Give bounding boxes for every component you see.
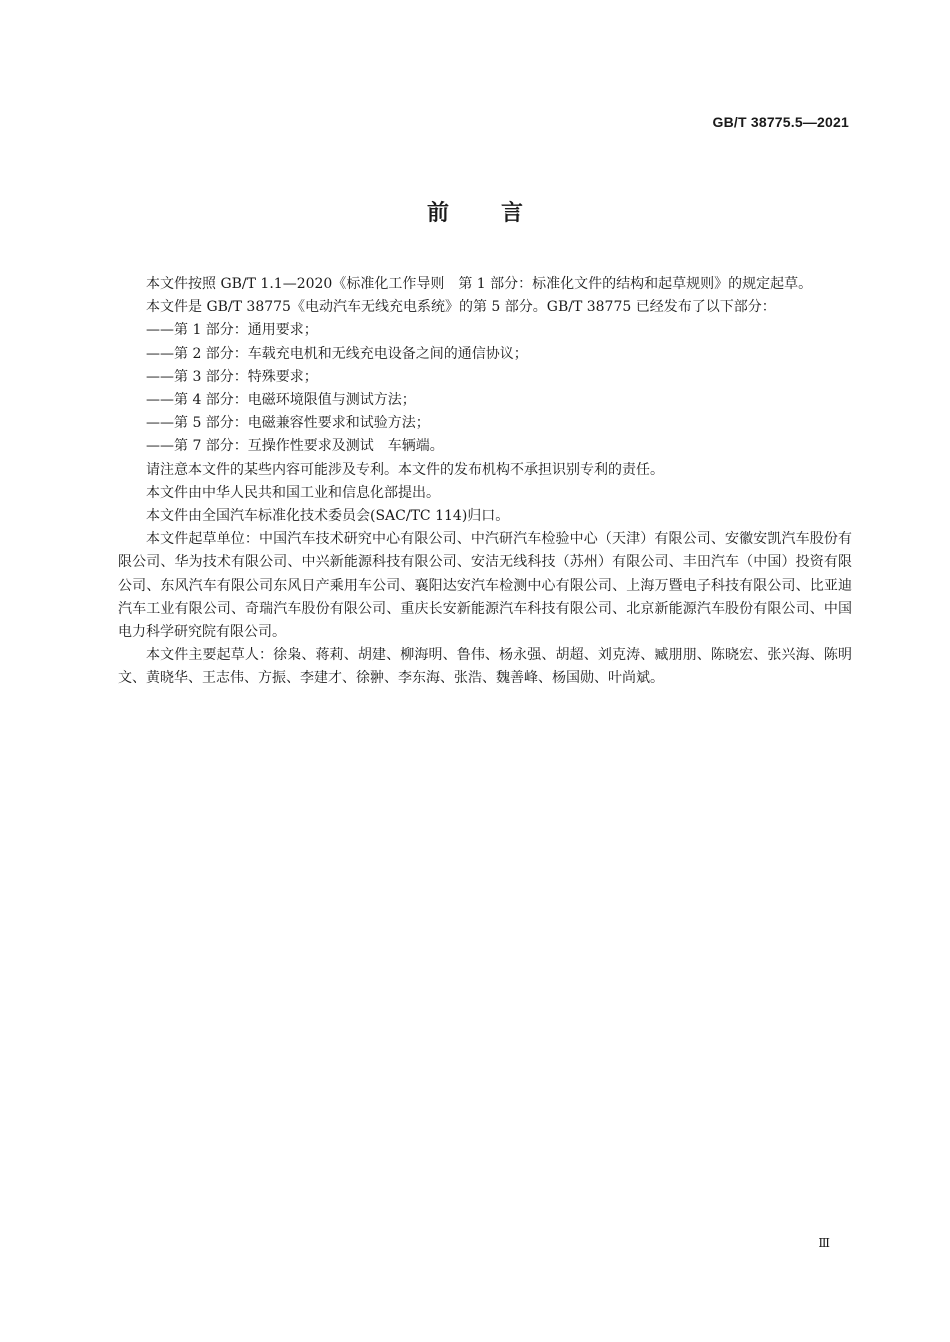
paragraph-series-intro: 本文件是 GB/T 38775《电动汽车无线充电系统》的第 5 部分。GB/T 38775 已经发布了以下部分： xyxy=(146,299,776,316)
paragraph-drafting-rules: 本文件按照 GB/T 1.1—2020《标准化工作导则 第 1 部分：标准化文件的结构和起草规则》的规定起草。 xyxy=(146,276,813,292)
list-item-part-1: ——第 1 部分：通用要求； xyxy=(146,322,318,339)
paragraph-under-jurisdiction: 本文件由全国汽车标准化技术委员会(SAC/TC 114)归口。 xyxy=(146,508,510,525)
page-title: 前言 xyxy=(426,201,575,226)
paragraph-drafting-organizations: 本文件起草单位：中国汽车技术研究中心有限公司、中汽研汽车检验中心（天津）有限公司、安徽安凯汽车股份有限公司、华为技术有限公司、中兴新能源科技有限公司、安洁无线科技（苏州）有限公司、丰田汽车（中国）投资有限公司、东风汽车有限公司东风日产乘用车公司、襄阳达安汽车检测中心有限公司、上海万暨电子科技有限公司、比亚迪汽车工业有限公司、奇瑞汽车股份有限公司、重庆长安新能源汽车科技有限公司、北京新能源汽车股份有限公司、中国电力科学研究院有限公司。 xyxy=(118,531,852,641)
paragraph-proposed-by: 本文件由中华人民共和国工业和信息化部提出。 xyxy=(146,484,440,501)
list-item-part-4: ——第 4 部分：电磁环境限值与测试方法； xyxy=(146,392,416,409)
paragraph-principal-drafters: 本文件主要起草人：徐枭、蒋莉、胡建、柳海明、鲁伟、杨永强、胡超、刘克涛、臧朋朋、陈晓宏、张兴海、陈明文、黄晓华、王志伟、方振、李建才、徐翀、李东海、张浩、魏善峰、杨国勋、叶尚斌。 xyxy=(118,647,852,687)
list-item-part-3: ——第 3 部分：特殊要求； xyxy=(146,368,318,385)
list-item-part-5: ——第 5 部分：电磁兼容性要求和试验方法； xyxy=(146,415,430,432)
list-item-part-2: ——第 2 部分：车载充电机和无线充电设备之间的通信协议； xyxy=(146,345,528,362)
document-body xyxy=(118,273,852,691)
paragraph-patent-notice: 请注意本文件的某些内容可能涉及专利。本文件的发布机构不承担识别专利的责任。 xyxy=(146,461,664,478)
list-item-part-7: ——第 7 部分：互操作性要求及测试 车辆端。 xyxy=(146,438,444,455)
standard-number: GB/T 38775.5—2021 xyxy=(712,114,849,130)
page-number: Ⅲ xyxy=(818,1236,830,1250)
